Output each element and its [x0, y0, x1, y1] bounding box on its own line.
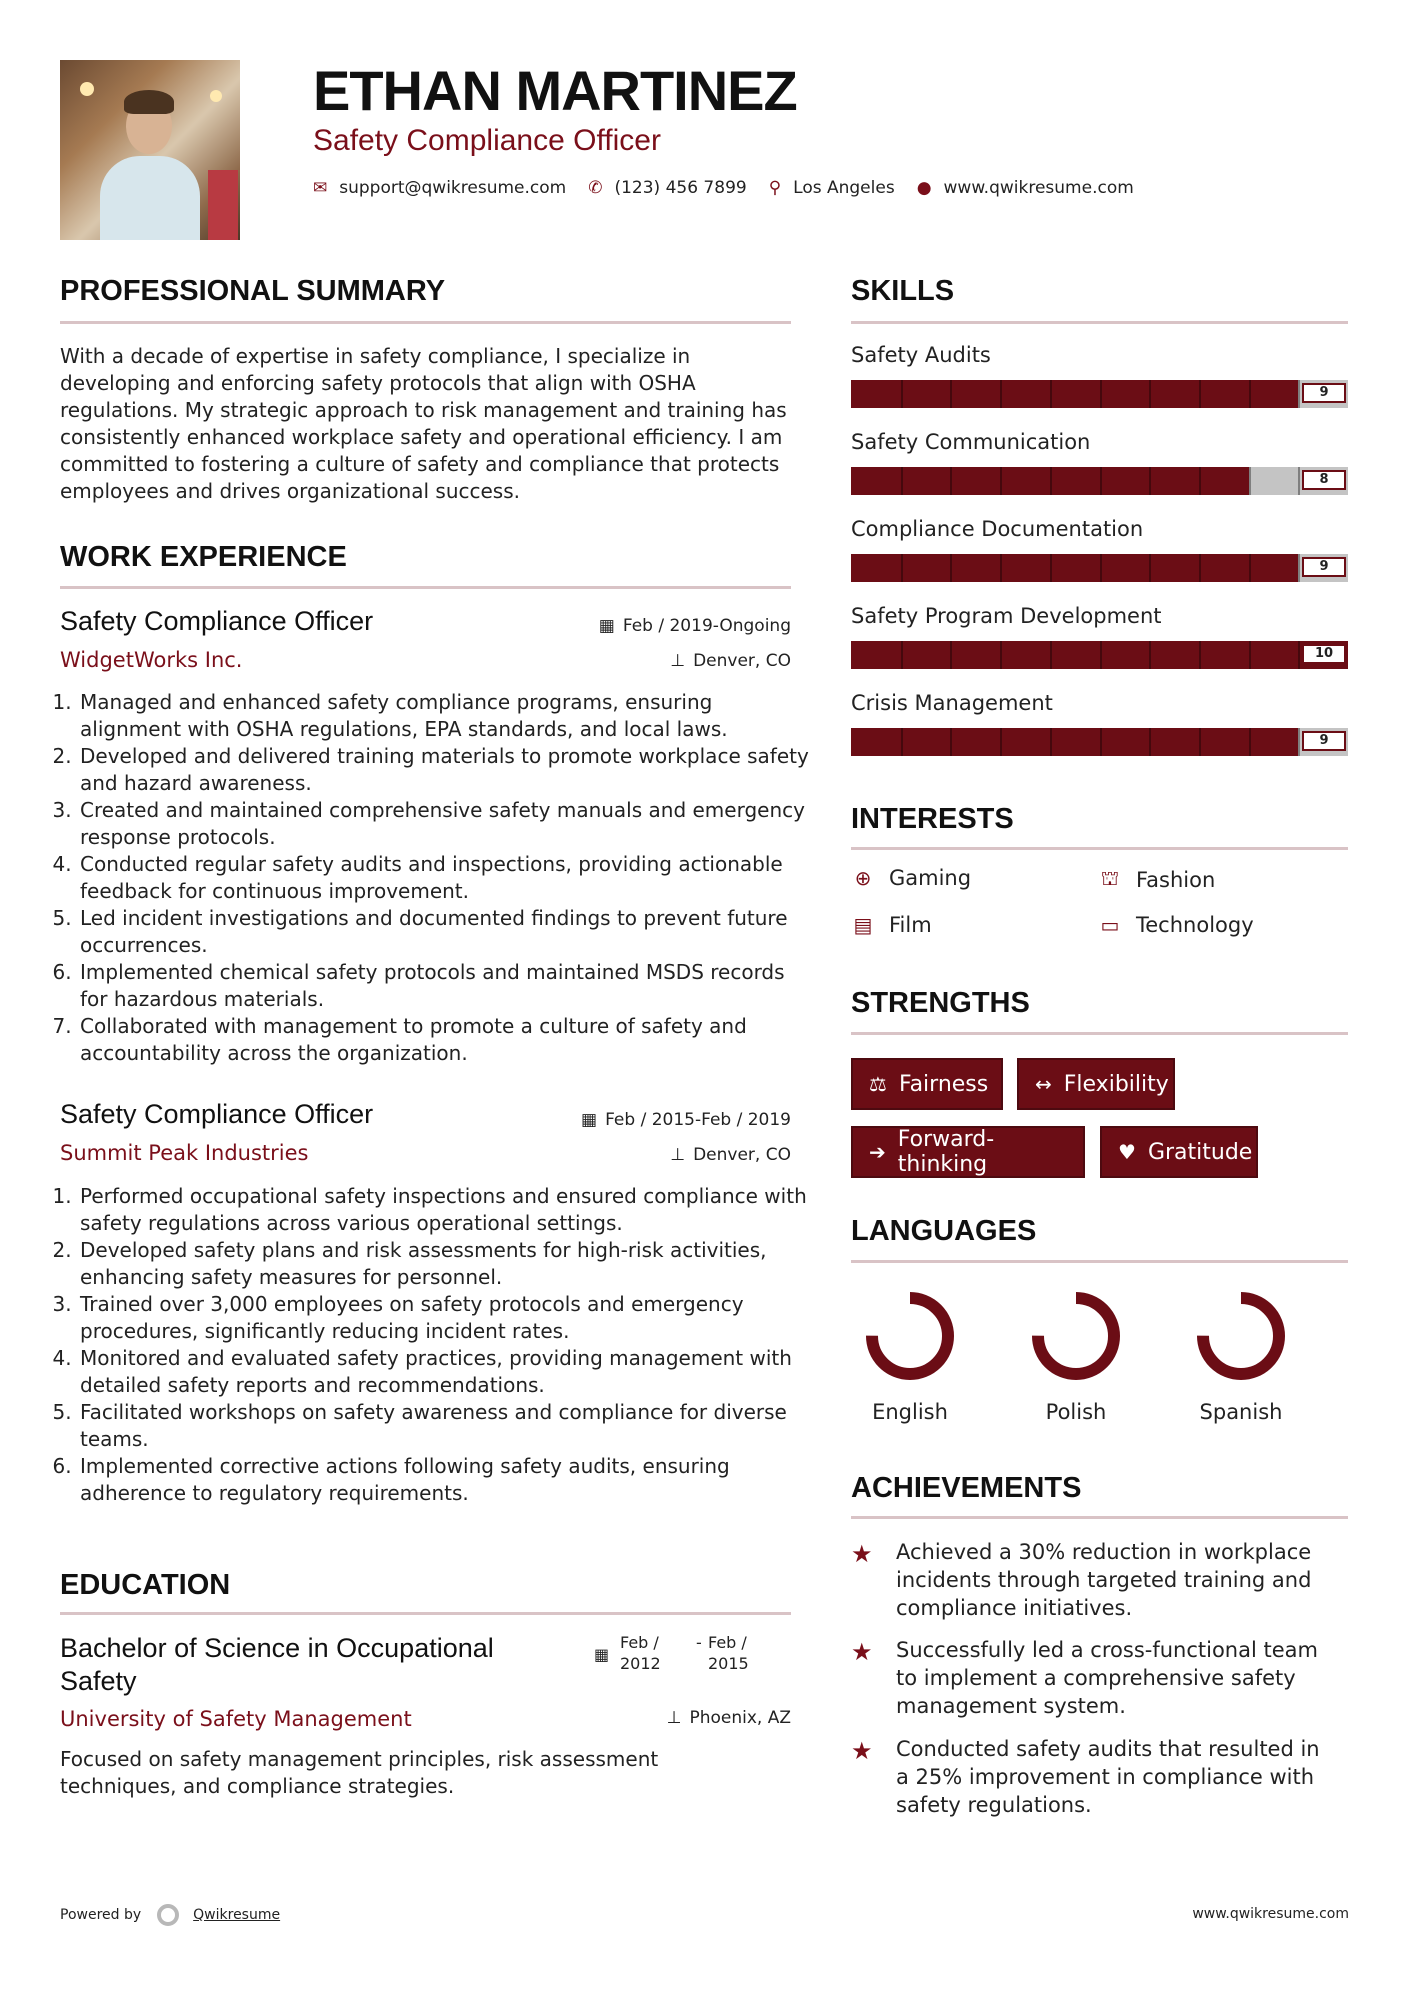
skill-bar-segment — [1100, 728, 1102, 756]
skill-label: Crisis Management — [851, 691, 1053, 715]
interest-film: ▤ Film — [851, 913, 932, 937]
skill-bar-segment — [901, 467, 903, 495]
language-ring — [862, 1288, 958, 1384]
skills-divider — [851, 321, 1348, 324]
footer-website[interactable]: www.qwikresume.com — [1192, 1906, 1349, 1922]
school-name: University of Safety Management — [60, 1707, 412, 1731]
skill-label: Safety Communication — [851, 430, 1091, 454]
pin-icon: ⊥ — [666, 1708, 682, 1728]
skill-value: 8 — [1302, 470, 1346, 490]
candidate-name: ETHAN MARTINEZ — [313, 59, 797, 122]
skill-bar-segment — [950, 380, 952, 408]
job-company: Summit Peak Industries — [60, 1141, 309, 1165]
phone-icon: ✆ — [588, 178, 603, 198]
star-icon: ★ — [851, 1737, 873, 1765]
heart-icon: ♥ — [1118, 1140, 1136, 1164]
job-dates: ▦ Feb / 2019-Ongoing — [598, 616, 791, 636]
skill-bar-segment — [1249, 554, 1251, 582]
education-description: Focused on safety management principles, risk assessment techniques, and compliance strategies. — [60, 1747, 659, 1798]
calendar-icon: ▦ — [581, 1110, 598, 1130]
film-icon: ▤ — [853, 913, 873, 937]
footer-powered-by: Powered by Qwikresume — [60, 1904, 280, 1926]
skill-bar-segment — [1298, 641, 1300, 669]
contact-email[interactable]: support@qwikresume.com — [339, 178, 567, 198]
achievements-heading: ACHIEVEMENTS — [851, 1472, 1082, 1504]
list-item: 2. Developed and delivered training materials to promote workplace safety and hazard awareness. — [78, 743, 813, 797]
skill-bar-segment — [1249, 380, 1251, 408]
interest-fashion: ⛫ Fashion — [1098, 866, 1215, 893]
list-item: 5. Led incident investigations and documented findings to prevent future occurrences. — [78, 905, 813, 959]
contact-phone[interactable]: (123) 456 7899 — [614, 178, 747, 198]
skill-bar-segment — [901, 380, 903, 408]
arrow-right-icon: ➔ — [869, 1140, 886, 1164]
languages-divider — [851, 1260, 1348, 1263]
education-heading: EDUCATION — [60, 1569, 231, 1601]
skill-bar — [851, 641, 1348, 669]
skill-bar — [851, 467, 1348, 495]
skill-bar-segment — [1050, 728, 1052, 756]
list-item: 2. Developed safety plans and risk assessments for high-risk activities, enhancing safety measures for personnel. — [78, 1237, 813, 1291]
globe-icon: ● — [916, 178, 932, 198]
strengths-divider — [851, 1032, 1348, 1035]
education-divider — [60, 1612, 791, 1615]
gamepad-icon: ⊕ — [854, 866, 872, 890]
strength-gratitude: ♥ Gratitude — [1100, 1126, 1258, 1178]
skill-bar-segment — [1000, 380, 1002, 408]
strength-flexibility: ↔ Flexibility — [1017, 1058, 1175, 1110]
pin-icon: ⊥ — [670, 1145, 686, 1165]
skill-bar-segment — [1149, 380, 1151, 408]
skill-label: Safety Audits — [851, 343, 991, 367]
skill-bar-segment — [1050, 554, 1052, 582]
language-level-arc — [1038, 1298, 1114, 1374]
skill-bar-segment — [1100, 641, 1102, 669]
summary-divider — [60, 321, 791, 324]
skill-bar — [851, 728, 1348, 756]
skill-bar-segment — [1298, 728, 1300, 756]
skill-bar-segment — [1149, 467, 1151, 495]
footer-brand-link[interactable]: Qwikresume — [193, 1907, 281, 1923]
skill-bar-fill — [851, 380, 1298, 408]
skill-bar-segment — [950, 554, 952, 582]
skill-bar-segment — [1000, 467, 1002, 495]
skill-bar-segment — [950, 641, 952, 669]
achievement-item: Achieved a 30% reduction in workplace incidents through targeted training and compliance initiatives. — [896, 1540, 1312, 1620]
summary-heading: PROFESSIONAL SUMMARY — [60, 275, 446, 307]
skill-bar-segment — [901, 728, 903, 756]
job-responsibilities — [60, 1183, 813, 1507]
strength-fairness: ⚖ Fairness — [851, 1058, 1003, 1110]
experience-divider — [60, 586, 791, 589]
experience-heading: WORK EXPERIENCE — [60, 541, 347, 573]
skill-bar-segment — [1100, 467, 1102, 495]
star-icon: ★ — [851, 1540, 873, 1568]
skill-bar-segment — [1000, 554, 1002, 582]
skill-bar-segment — [1050, 641, 1052, 669]
list-item: 1. Performed occupational safety inspections and ensured compliance with safety regulations across various operational settings. — [78, 1183, 813, 1237]
job-location: ⊥ Denver, CO — [670, 1145, 791, 1165]
skill-bar-segment — [1298, 467, 1300, 495]
skill-bar-segment — [1050, 467, 1052, 495]
interest-gaming: ⊕ Gaming — [851, 866, 971, 890]
job-location: ⊥ Denver, CO — [670, 651, 791, 671]
skill-bar-segment — [1199, 641, 1201, 669]
list-item: 3. Trained over 3,000 employees on safety protocols and emergency procedures, significantly reducing incident rates. — [78, 1291, 813, 1345]
contact-bar — [313, 178, 1156, 198]
summary-text: With a decade of expertise in safety compliance, I specialize in developing and enforcing safety protocols that align with OSHA regulations. My strategic approach to risk management and training has consistently enhanced workplace safety and operational efficiency. I am committed to fostering a culture of safety and compliance that protects employees and drives organizational success. — [60, 344, 787, 503]
job-title: Safety Compliance Officer — [60, 1099, 374, 1129]
skill-bar-segment — [1199, 380, 1201, 408]
skill-bar-fill — [851, 728, 1298, 756]
skill-bar-segment — [1249, 467, 1251, 495]
skill-bar-segment — [901, 641, 903, 669]
calendar-icon: ▦ — [594, 1645, 610, 1664]
language-level-arc — [872, 1298, 948, 1374]
job-responsibilities — [60, 689, 813, 1067]
achievement-item: Conducted safety audits that resulted in a 25% improvement in compliance with safety regulations. — [896, 1737, 1320, 1817]
map-pin-icon: ⚲ — [768, 178, 782, 198]
calendar-icon: ▦ — [598, 616, 615, 636]
skill-bar-segment — [950, 467, 952, 495]
contact-website[interactable]: www.qwikresume.com — [943, 178, 1134, 198]
languages-heading: LANGUAGES — [851, 1215, 1037, 1247]
skill-bar-segment — [1149, 728, 1151, 756]
skill-bar-segment — [1000, 641, 1002, 669]
strength-forward-thinking: ➔ Forward-thinking — [851, 1126, 1085, 1178]
skill-bar-segment — [1199, 467, 1201, 495]
qwikresume-logo-icon — [157, 1904, 179, 1926]
list-item: 5. Facilitated workshops on safety awareness and compliance for diverse teams. — [78, 1399, 813, 1453]
skill-bar — [851, 554, 1348, 582]
interests-divider — [851, 847, 1348, 850]
skill-bar-segment — [1100, 380, 1102, 408]
language-level-arc — [1203, 1298, 1279, 1374]
strengths-heading: STRENGTHS — [851, 987, 1030, 1019]
language-label: Spanish — [1199, 1400, 1283, 1424]
star-icon: ★ — [851, 1638, 873, 1666]
skill-value: 9 — [1302, 731, 1346, 751]
skill-label: Safety Program Development — [851, 604, 1162, 628]
list-item: 3. Created and maintained comprehensive safety manuals and emergency response protocols. — [78, 797, 813, 851]
skill-bar-segment — [1298, 554, 1300, 582]
skill-bar-segment — [1149, 641, 1151, 669]
achievements-divider — [851, 1516, 1348, 1519]
skill-bar-fill — [851, 554, 1298, 582]
skill-bar-segment — [1249, 641, 1251, 669]
interests-heading: INTERESTS — [851, 803, 1014, 835]
skills-heading: SKILLS — [851, 275, 955, 307]
profile-photo — [60, 60, 240, 240]
skill-bar-segment — [1199, 554, 1201, 582]
interest-technology: ▭ Technology — [1098, 913, 1254, 937]
skill-bar-segment — [1100, 554, 1102, 582]
resume-page: ETHAN MARTINEZ Safety Compliance Officer ✉ support@qwikresume.com ✆ (123) 456 7899 ⚲ Los Angeles ● www.qwikresume.com PROFESSIONAL SUMMARY With a decade of expertise in safety compliance, I specialize in developing and enforcing safety protocols that align with OSHA regulations. My strategic approach to risk management and training has consistently enhanced workplace safety and operational efficiency. I am committed to fostering a culture of safety and compliance that protects employees and drives organizational success. WORK EXPERIENCE Safety Compliance Officer ▦ Feb / 2019-Ongoing WidgetWorks Inc. ⊥ Denver, CO 1. Managed and enhanced safety compliance programs, ensuring alignment with OSHA regulations, EPA standards, and local laws. 2. Developed and delivered training materials to promote workplace safety and hazard awareness. 3. Created and maintained comprehensive safety manuals and emergency response protocols. 4. Conducted regular safety audits and inspections, providing actionable feedback for continuous improvement. 5. Led incident investigations and documented findings to prevent future occurrences. 6. Implemented chemical safety protocols and maintained MSDS records for hazardous materials. 7. Collaborated with management to promote a culture of safety and accountability across the organization. Safety Compliance Officer ▦ Feb / 2015-Feb / 2019 Summit Peak Industries ⊥ Denver, CO 1. Performed occupational safety inspections and ensured compliance with safety regulations across various operational settings. 2. Developed safety plans and risk assessments for high-risk activities, enhancing safety measures for personnel. 3. Trained over 3,000 employees on safety protocols and emergency procedures, significantly reducing incident rates. 4. Monitored and evaluated safety practices, providing management with detailed safety reports and recommendations. 5. Facilitated workshops on safety awareness and compliance for diverse teams. 6. Implemented corrective actions following safety audits, ensuring adherence to regulatory requirements. EDUCATION Bachelor of Science in Occupational Safety ▦ Feb / 2012 - Feb / 2015 University of Safety Management ⊥ Phoenix, AZ Focused on safety management principles, risk assessment techniques, and compliance strategies. SKILLS Safety Audits 9 Safety Communication 8 Compliance Documentation 9 Safety Program Development 10 Crisis Management 9 INTERESTS ⊕ Gaming ⛫ Fashion ▤ Film ▭ Technology STRENGTHS ⚖ Fairness ↔ Flexibility ➔ Forward-thinking ♥ Gratitude LANGUAGES English Polish Spanish ACHIEVEMENTS ★ Achieved a 30% reduction in workplace incidents through targeted training and compliance initiatives. ★ Successfully led a cross-functional team to implement a comprehensive safety management system. ★ Conducted safety audits that resulted in a 25% improvement in compliance with safety regulations. Powered by Qwikresume www.qwikresume.com — [0, 0, 1407, 1990]
job-dates: ▦ Feb / 2015-Feb / 2019 — [581, 1110, 791, 1130]
list-item: 4. Monitored and evaluated safety practices, providing management with detailed safety reports and recommendations. — [78, 1345, 813, 1399]
list-item: 4. Conducted regular safety audits and inspections, providing actionable feedback for continuous improvement. — [78, 851, 813, 905]
skill-bar-segment — [1199, 728, 1201, 756]
skill-label: Compliance Documentation — [851, 517, 1144, 541]
language-ring — [1193, 1288, 1289, 1384]
language-item — [1186, 1288, 1296, 1424]
skill-bar-segment — [901, 554, 903, 582]
laptop-icon: ▭ — [1100, 913, 1120, 937]
skill-bar — [851, 380, 1348, 408]
skill-bar-segment — [1000, 728, 1002, 756]
education-location: ⊥ Phoenix, AZ — [666, 1708, 791, 1728]
skill-bar-segment — [1298, 380, 1300, 408]
language-ring — [1028, 1288, 1124, 1384]
skill-value: 10 — [1302, 644, 1346, 664]
list-item: 6. Implemented chemical safety protocols and maintained MSDS records for hazardous materials. — [78, 959, 813, 1013]
list-item: 7. Collaborated with management to promote a culture of safety and accountability across the organization. — [78, 1013, 813, 1067]
candidate-title: Safety Compliance Officer — [313, 124, 661, 157]
skill-bar-segment — [1249, 728, 1251, 756]
language-label: Polish — [1045, 1400, 1107, 1424]
language-item — [1021, 1288, 1131, 1424]
job-company: WidgetWorks Inc. — [60, 648, 243, 672]
list-item: 6. Implemented corrective actions following safety audits, ensuring adherence to regulatory requirements. — [78, 1453, 813, 1507]
language-item — [855, 1288, 965, 1424]
skill-bar-segment — [1050, 380, 1052, 408]
envelope-icon: ✉ — [313, 178, 328, 198]
skill-value: 9 — [1302, 557, 1346, 577]
degree-title: Bachelor of Science in Occupational Safety — [60, 1633, 494, 1696]
skill-bar-segment — [1149, 554, 1151, 582]
shopping-bag-icon: ⛫ — [1100, 866, 1120, 890]
skill-value: 9 — [1302, 383, 1346, 403]
contact-location: Los Angeles — [793, 178, 895, 198]
job-title: Safety Compliance Officer — [60, 606, 374, 636]
pin-icon: ⊥ — [670, 651, 686, 671]
skill-bar-segment — [950, 728, 952, 756]
balance-scale-icon: ⚖ — [869, 1072, 887, 1096]
achievement-item: Successfully led a cross-functional team to implement a comprehensive safety management system. — [896, 1638, 1318, 1718]
list-item: 1. Managed and enhanced safety compliance programs, ensuring alignment with OSHA regulations, EPA standards, and local laws. — [78, 689, 813, 743]
language-label: English — [872, 1400, 948, 1424]
arrows-horizontal-icon: ↔ — [1035, 1072, 1052, 1096]
